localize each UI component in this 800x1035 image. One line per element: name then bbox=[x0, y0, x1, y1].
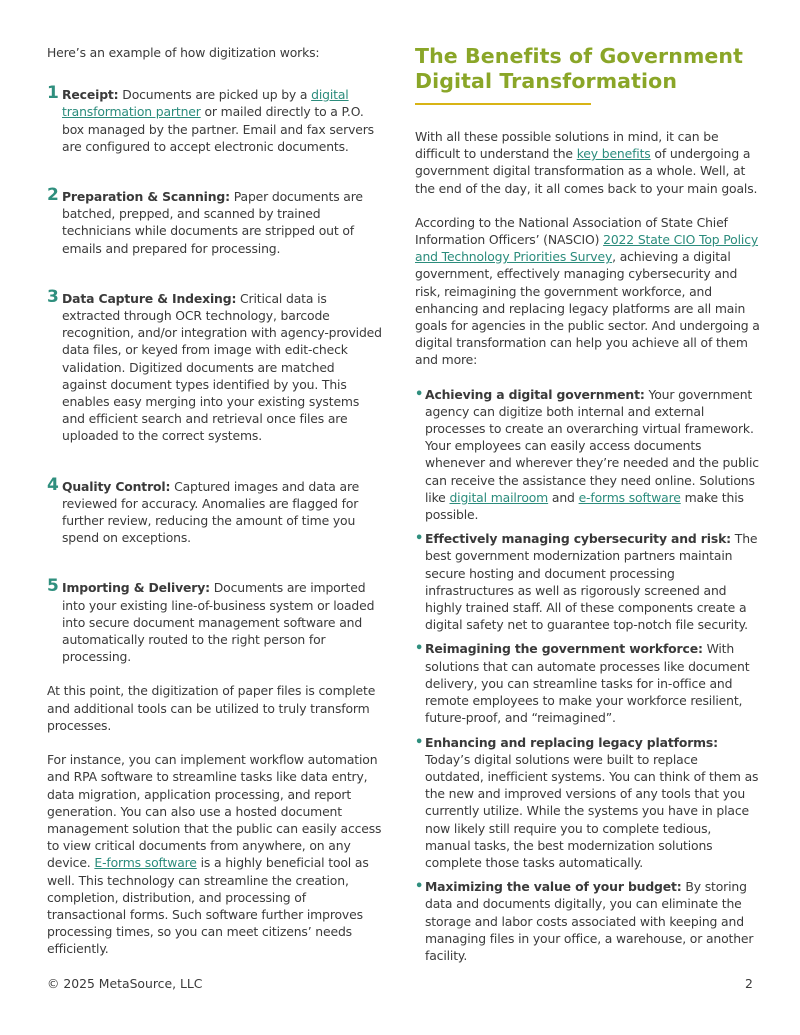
paragraph-workflow bbox=[47, 751, 382, 957]
bullet-text: With solutions that can automate processes like document delivery, you can streamline tasks for in-office and remote employees to make your workforce resilient, future-proof, and “reimagined”. bbox=[425, 641, 750, 726]
bullet-cybersecurity bbox=[415, 530, 760, 633]
paragraph-text: , achieving a digital government, effectively managing cybersecurity and risk, reimagining the government workforce, and enhancing and replacing legacy platforms are all main goals for agencies in the public sector. And undergoing a digital transformation can help you achieve all of them and more: bbox=[415, 249, 760, 368]
bullet-title: Effectively managing cybersecurity and risk: bbox=[425, 531, 731, 547]
step-text: Documents are imported into your existing line-of-business system or loaded into secure document management software and automatically routed to the right person for processing. bbox=[62, 580, 375, 665]
left-column bbox=[47, 44, 382, 958]
step-title: Preparation & Scanning: bbox=[62, 189, 230, 205]
bullet-legacy-platforms bbox=[415, 734, 760, 872]
step-text: or mailed directly to a P.O. box managed by the partner. Email and fax servers are configured to accept electronic documents. bbox=[62, 104, 374, 154]
step-quality-control bbox=[47, 474, 382, 547]
paragraph-text: is a highly beneficial tool as well. This technology can streamline the creation, completion, distribution, and processing of transactional forms. Such software further improves processing times, so you can meet citizens’ needs efficiently. bbox=[47, 855, 369, 957]
step-number: 5 bbox=[47, 576, 59, 597]
bullet-budget bbox=[415, 878, 760, 964]
bullet-text: By storing data and documents digitally, you can eliminate the storage and labor costs associated with keeping and managing files in your office, a warehouse, or another facility. bbox=[425, 879, 754, 963]
step-text: Captured images and data are reviewed for accuracy. Anomalies are flagged for further review, reducing the amount of time you spend on exceptions. bbox=[62, 478, 360, 546]
bullet-body bbox=[425, 878, 760, 964]
step-text: Critical data is extracted through OCR technology, barcode recognition, and/or integration with agency-provided data files, or keyed from image with edit-check validation. Digitized documents are matched against document types identified by you. This enables easy merging into your existing systems and efficient search and retrieval once files are uploaded to the correct systems. bbox=[62, 290, 382, 444]
bullet-title: Enhancing and replacing legacy platforms: bbox=[425, 734, 718, 750]
right-column bbox=[415, 44, 760, 964]
bullet-title: Maximizing the value of your budget: bbox=[425, 879, 682, 895]
nascio-survey-link[interactable]: 2022 State CIO Top Policy and Technology Priorities Survey bbox=[415, 232, 759, 265]
step-importing bbox=[47, 576, 382, 665]
section-heading: The Benefits of Government Digital Transformation bbox=[415, 44, 744, 93]
bullet-text: The best government modernization partners maintain secure hosting and document processing infrastructures as well as rigorously screened and highly trained staff. All of these components create a digital safety net to guarantee top-notch file security. bbox=[425, 531, 758, 633]
bullet-icon: • bbox=[415, 879, 424, 895]
step-data-capture bbox=[47, 286, 382, 445]
bullet-body bbox=[425, 386, 760, 524]
bullet-icon: • bbox=[415, 386, 424, 402]
step-number: 1 bbox=[47, 83, 59, 104]
step-body bbox=[62, 290, 382, 445]
step-body bbox=[62, 579, 382, 665]
key-benefits-link[interactable]: key benefits bbox=[576, 146, 651, 162]
bullet-body bbox=[425, 530, 760, 633]
paragraph-digitization-complete: At this point, the digitization of paper files is complete and additional tools can be utilized to truly transform processes. bbox=[47, 683, 376, 733]
digital-mailroom-link[interactable]: digital mailroom bbox=[449, 489, 549, 505]
bullet-digital-government bbox=[415, 386, 760, 524]
bullet-icon: • bbox=[415, 734, 424, 750]
bullet-text: make this possible. bbox=[425, 489, 744, 523]
step-text: Paper documents are batched, prepped, and scanned by trained technicians while documents are stripped out of emails and prepared for processing. bbox=[62, 189, 363, 256]
paragraph-text: With all these possible solutions in mind, it can be difficult to understand the bbox=[415, 129, 719, 162]
step-receipt bbox=[47, 83, 382, 155]
step-title: Quality Control: bbox=[62, 478, 171, 494]
step-number: 4 bbox=[47, 474, 59, 495]
intro-text: Here’s an example of how digitization works: bbox=[47, 45, 320, 60]
bullet-workforce bbox=[415, 640, 760, 726]
step-body bbox=[62, 188, 382, 257]
bullet-body bbox=[425, 640, 760, 726]
step-number: 3 bbox=[47, 286, 59, 307]
bullet-text: and bbox=[551, 489, 575, 505]
step-body bbox=[62, 478, 382, 547]
step-body bbox=[62, 86, 382, 155]
paragraph-nascio bbox=[415, 214, 760, 369]
bullet-icon: • bbox=[415, 531, 424, 547]
step-number: 2 bbox=[47, 185, 59, 206]
step-title: Data Capture & Indexing: bbox=[62, 290, 237, 306]
footer-page-number: 2 bbox=[745, 976, 753, 991]
e-forms-software-link[interactable]: e-forms software bbox=[578, 489, 681, 505]
footer-copyright: © 2025 MetaSource, LLC bbox=[47, 976, 203, 991]
bullet-text: Your government agency can digitize both internal and external processes to create an overarching virtual framework. Your employees can easily access documents whenever and wherever they’re needed and the public can receive the assistance they need online. Solutions like bbox=[425, 386, 759, 505]
heading-underline bbox=[415, 103, 591, 105]
step-title: Importing & Delivery: bbox=[62, 580, 210, 596]
step-preparation bbox=[47, 185, 382, 257]
paragraph-text: For instance, you can implement workflow automation and RPA software to streamline tasks like data entry, data migration, application processing, and report generation. You can also use a hosted document management solution that the public can easily access to view critical documents from anywhere, on any device. bbox=[47, 752, 382, 871]
bullet-text: Today’s digital solutions were built to replace outdated, inefficient systems. You can think of them as the new and improved versions of any tools that you currently utilize. While the systems you have in place now likely still require you to complete tedious, manual tasks, the best modernization solutions complete those tasks automatically. bbox=[425, 751, 759, 870]
bullet-title: Achieving a digital government: bbox=[425, 386, 645, 402]
paragraph-text: of undergoing a government digital transformation as a whole. Well, at the end of the day, it all comes back to your main goals. bbox=[415, 146, 758, 196]
paragraph-text: According to the National Association of State Chief Information Officers’ (NASCIO) bbox=[415, 214, 728, 248]
step-title: Receipt: bbox=[62, 87, 119, 103]
paragraph-key-benefits bbox=[415, 128, 760, 197]
step-text: Documents are picked up by a bbox=[122, 87, 308, 103]
bullet-title: Reimagining the government workforce: bbox=[425, 641, 703, 657]
bullet-body bbox=[425, 734, 760, 872]
e-forms-software-link[interactable]: E-forms software bbox=[94, 855, 197, 871]
digital-transformation-partner-link[interactable]: digital transformation partner bbox=[62, 87, 349, 120]
bullet-icon: • bbox=[415, 641, 424, 657]
